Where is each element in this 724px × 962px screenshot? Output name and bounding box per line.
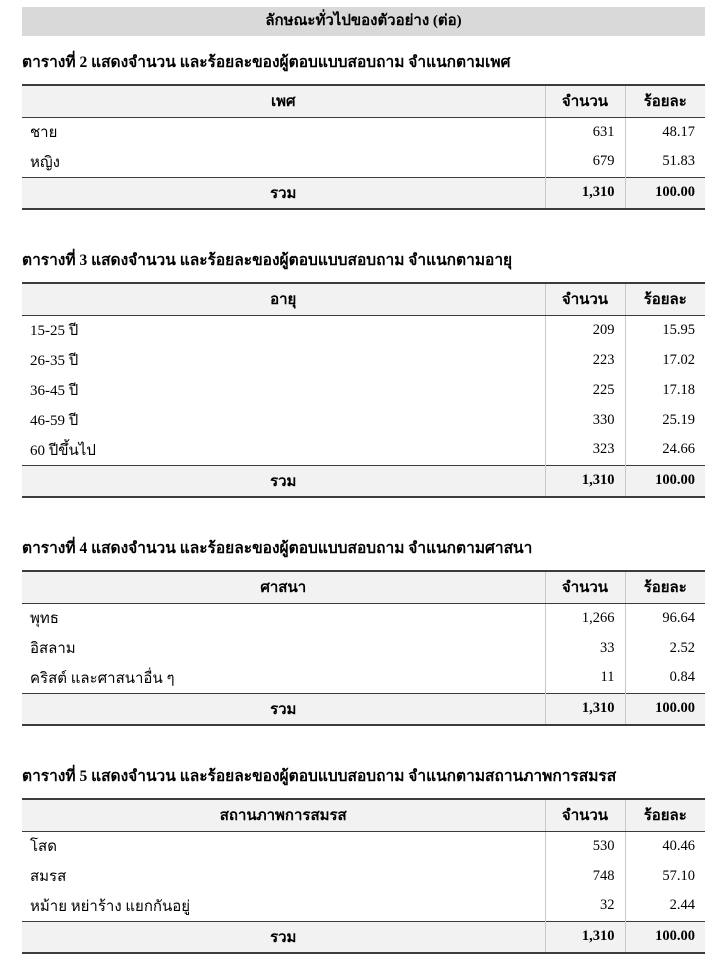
percent-cell: 17.18: [625, 375, 705, 405]
table-row: [22, 375, 705, 405]
column-header-count: จำนวน: [545, 283, 625, 315]
table-row: [22, 861, 705, 891]
total-row: [22, 465, 705, 497]
percent-cell: 40.46: [625, 831, 705, 861]
column-header-percent: ร้อยละ: [625, 283, 705, 315]
table-caption-religion: ตารางที่ 4 แสดงจำนวน และร้อยละของผู้ตอบแบบสอบถาม จำแนกตามศาสนา: [22, 540, 533, 557]
table-row: [22, 663, 705, 693]
table-row: [22, 603, 705, 633]
total-count-cell: 1,310: [545, 465, 625, 497]
age-table: [22, 282, 705, 498]
total-percent-cell: 100.00: [625, 177, 705, 209]
column-header-percent: ร้อยละ: [625, 85, 705, 117]
table-section-marital-status: [22, 766, 705, 954]
percent-cell: 0.84: [625, 663, 705, 693]
table-caption-marital-status: ตารางที่ 5 แสดงจำนวน และร้อยละของผู้ตอบแบบสอบถาม จำแนกตามสถานภาพการสมรส: [22, 768, 617, 785]
table-header-row: [22, 571, 705, 603]
percent-cell: 48.17: [625, 117, 705, 147]
marital-status-table: [22, 798, 705, 954]
category-cell: 15-25 ปี: [30, 323, 79, 340]
count-cell: 209: [545, 315, 625, 345]
table-section-religion: [22, 538, 705, 726]
religion-table: [22, 570, 705, 726]
total-label-cell: รวม: [22, 693, 545, 725]
page-header-title: ลักษณะทั่วไปของตัวอย่าง (ต่อ): [265, 13, 462, 29]
percent-cell: 57.10: [625, 861, 705, 891]
page-header-bar: [22, 7, 705, 36]
total-percent-cell: 100.00: [625, 693, 705, 725]
column-header-category: ศาสนา: [22, 571, 545, 603]
category-cell: 60 ปีขึ้นไป: [30, 442, 96, 459]
percent-cell: 17.02: [625, 345, 705, 375]
count-cell: 32: [545, 891, 625, 921]
total-percent-cell: 100.00: [625, 921, 705, 953]
table-header-row: [22, 283, 705, 315]
count-cell: 330: [545, 405, 625, 435]
count-cell: 11: [545, 663, 625, 693]
count-cell: 225: [545, 375, 625, 405]
category-cell: สมรส: [30, 869, 67, 885]
table-header-row: [22, 85, 705, 117]
column-header-category: สถานภาพการสมรส: [22, 799, 545, 831]
category-cell: หม้าย หย่าร้าง แยกกันอยู่: [30, 898, 191, 915]
table-section-age: [22, 250, 705, 498]
table-caption-age: ตารางที่ 3 แสดงจำนวน และร้อยละของผู้ตอบแบบสอบถาม จำแนกตามอายุ: [22, 252, 513, 269]
column-header-percent: ร้อยละ: [625, 571, 705, 603]
total-label-cell: รวม: [22, 921, 545, 953]
column-header-category: อายุ: [22, 283, 545, 315]
column-header-percent: ร้อยละ: [625, 799, 705, 831]
percent-cell: 96.64: [625, 603, 705, 633]
table-row: [22, 405, 705, 435]
table-header-row: [22, 799, 705, 831]
gender-table: [22, 84, 705, 210]
percent-cell: 2.52: [625, 633, 705, 663]
total-label-cell: รวม: [22, 177, 545, 209]
count-cell: 323: [545, 435, 625, 465]
total-count-cell: 1,310: [545, 177, 625, 209]
table-row: [22, 345, 705, 375]
table-row: [22, 831, 705, 861]
column-header-count: จำนวน: [545, 571, 625, 603]
category-cell: โสด: [30, 839, 57, 856]
table-row: [22, 315, 705, 345]
percent-cell: 25.19: [625, 405, 705, 435]
table-section-gender: [22, 52, 705, 210]
column-header-count: จำนวน: [545, 799, 625, 831]
total-label-cell: รวม: [22, 465, 545, 497]
category-cell: หญิง: [30, 154, 60, 171]
table-row: [22, 147, 705, 177]
category-cell: 46-59 ปี: [30, 413, 79, 429]
count-cell: 33: [545, 633, 625, 663]
total-count-cell: 1,310: [545, 921, 625, 953]
percent-cell: 51.83: [625, 147, 705, 177]
category-cell: คริสต์ และศาสนาอื่น ๆ: [30, 670, 175, 687]
category-cell: ชาย: [30, 125, 58, 142]
category-cell: 36-45 ปี: [30, 383, 79, 399]
table-row: [22, 633, 705, 663]
count-cell: 1,266: [545, 603, 625, 633]
category-cell: 26-35 ปี: [30, 353, 79, 369]
table-caption-gender: ตารางที่ 2 แสดงจำนวน และร้อยละของผู้ตอบแบบสอบถาม จำแนกตามเพศ: [22, 54, 511, 71]
total-row: [22, 177, 705, 209]
table-row: [22, 117, 705, 147]
percent-cell: 2.44: [625, 891, 705, 921]
total-count-cell: 1,310: [545, 693, 625, 725]
count-cell: 631: [545, 117, 625, 147]
count-cell: 679: [545, 147, 625, 177]
table-row: [22, 435, 705, 465]
count-cell: 530: [545, 831, 625, 861]
category-cell: อิสลาม: [30, 641, 76, 657]
total-percent-cell: 100.00: [625, 465, 705, 497]
column-header-count: จำนวน: [545, 85, 625, 117]
total-row: [22, 921, 705, 953]
count-cell: 223: [545, 345, 625, 375]
percent-cell: 15.95: [625, 315, 705, 345]
table-row: [22, 891, 705, 921]
column-header-category: เพศ: [22, 85, 545, 117]
percent-cell: 24.66: [625, 435, 705, 465]
total-row: [22, 693, 705, 725]
category-cell: พุทธ: [30, 611, 59, 628]
count-cell: 748: [545, 861, 625, 891]
